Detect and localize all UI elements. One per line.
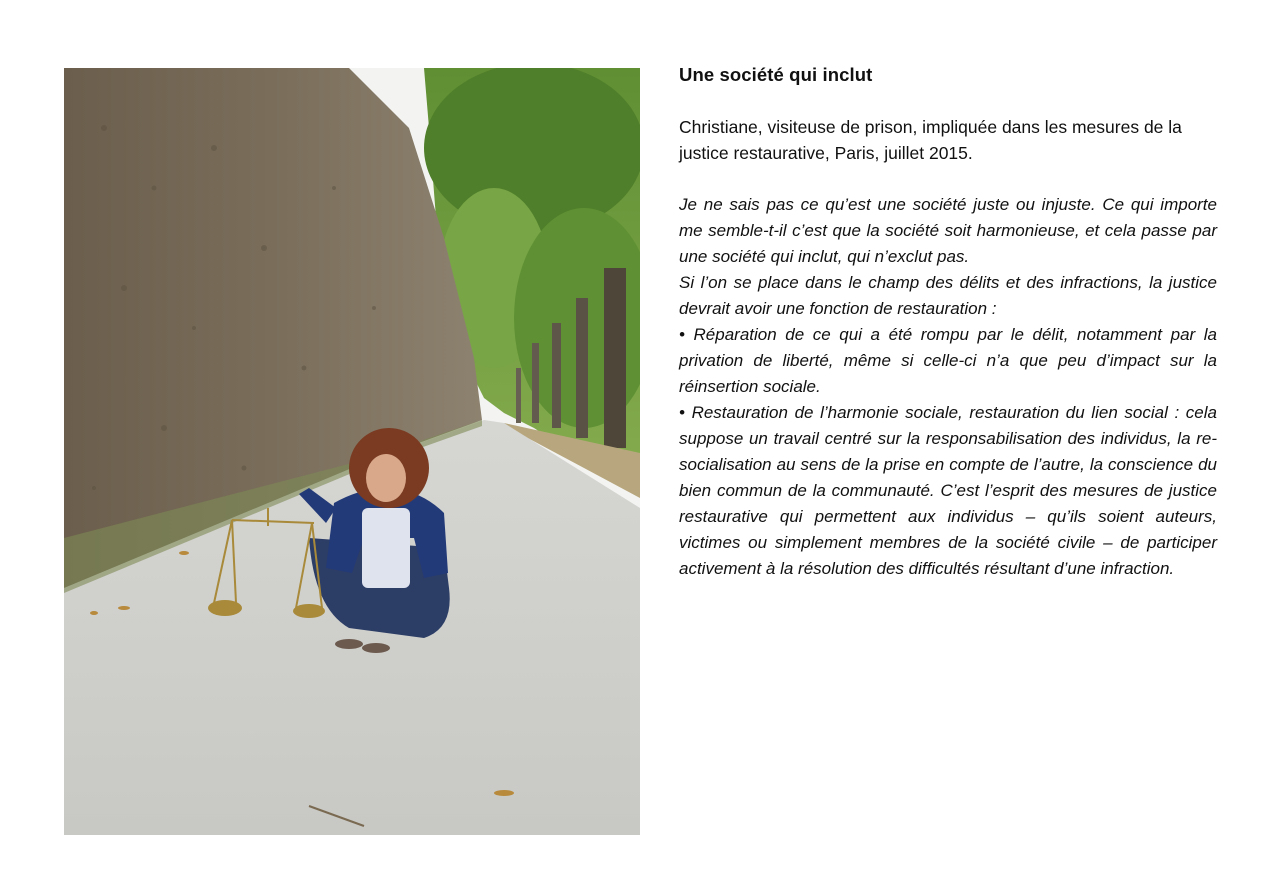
woman-face [366, 454, 406, 502]
body-paragraph: Si l’on se place dans le champ des délits et des infractions, la justice devrait avoir une fonction de restauration : [679, 273, 1217, 318]
tree-trunk [516, 368, 521, 423]
body-bullet: • Restauration de l’harmonie sociale, restauration du lien social : cela suppose un travail centré sur la responsabilisation des individus, la re-socialisation au sens de la prise en compte de l’autre, la conscience du bien commun de la communauté. C’est l’esprit des mesures de justice restaurative qui permettent aux individus – qu’ils soient auteurs, victimes ou simplement membres de la société civile – de participer activement à la résolution des difficultés résultant d’une infraction. [679, 403, 1217, 578]
article-title: Une société qui inclut [679, 64, 873, 85]
tree-trunk [604, 268, 626, 448]
article-text [679, 62, 1217, 582]
body-paragraph: Je ne sais pas ce qu’est une société juste ou injuste. Ce qui importe me semble-t-il c’est que la société soit harmonieuse, et cela passe par une société qui inclut, qui n’exclut pas. [679, 195, 1217, 266]
photo-caption: Christiane, visiteuse de prison, impliquée dans les mesures de la justice restaurative, Paris, juillet 2015. [679, 117, 1182, 163]
tree-trunk [532, 343, 539, 423]
woman-foot [362, 643, 390, 653]
scale-pan-right [293, 604, 325, 618]
woman-foot [335, 639, 363, 649]
article-body [679, 192, 1217, 582]
photo-illustration [64, 68, 640, 835]
body-bullet: • Réparation de ce qui a été rompu par le délit, notamment par la privation de liberté, même si celle-ci n’a que peu d’impact sur la réinsertion sociale. [679, 325, 1217, 396]
photo-woman-with-scales [64, 68, 640, 835]
woman-shirt [362, 508, 410, 588]
scale-pan-left [208, 600, 242, 616]
tree-trunk [576, 298, 588, 438]
tree-trunk [552, 323, 561, 428]
